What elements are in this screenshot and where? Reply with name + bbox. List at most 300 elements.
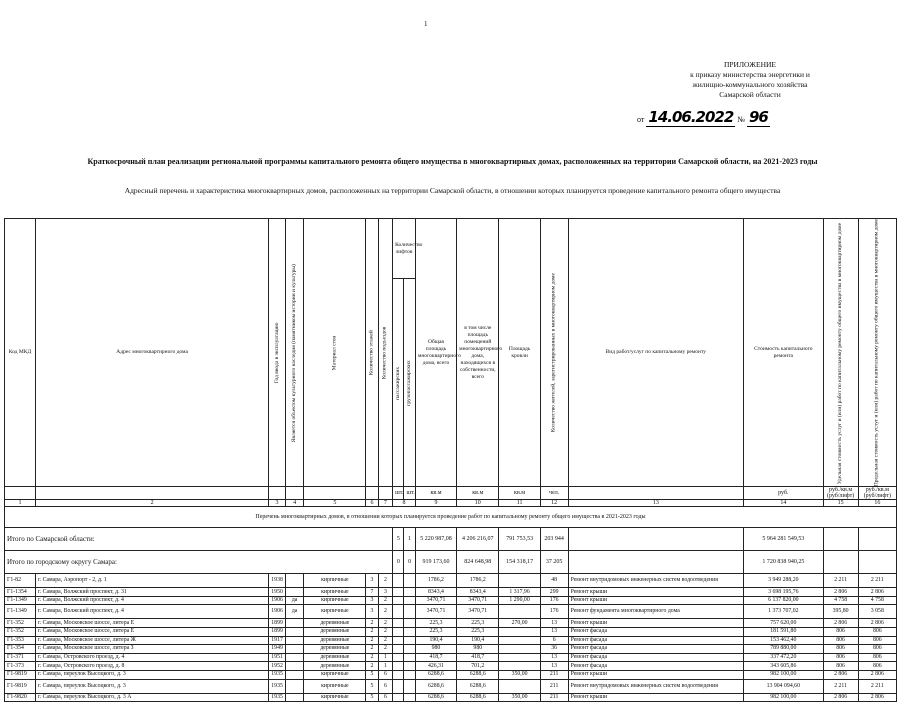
table-row xyxy=(5,653,897,662)
header-heritage: Является объектом культурного наследия (памятником истории и культуры) xyxy=(285,219,304,487)
row-unit-cost: 2 806 xyxy=(823,588,858,597)
row-entrances: 3 xyxy=(378,588,392,597)
row-owned-area: 225,3 xyxy=(457,627,499,636)
row-address: г. Самара, Московское шоссе, литера Е xyxy=(35,627,268,636)
row-material: кирпичные xyxy=(304,679,366,693)
row-residents: 211 xyxy=(540,670,568,679)
row-work-type: Ремонт крыши xyxy=(568,670,744,679)
header-roof-area: Площадь кровли xyxy=(499,219,540,487)
unit-cell: шт. xyxy=(393,487,404,500)
row-roof-area xyxy=(499,662,540,671)
row-cost: 757 620,00 xyxy=(744,619,823,628)
row-floors: 2 xyxy=(366,619,378,628)
row-work-type: Ремонт фасада xyxy=(568,645,744,654)
row-code: Г1-1349 xyxy=(5,605,36,619)
header-address: Адрес многоквартирного дома xyxy=(35,219,268,487)
row-unit-cost: 806 xyxy=(823,627,858,636)
row-lifts-cargo xyxy=(404,653,415,662)
row-max-cost: 806 xyxy=(858,653,896,662)
total-label: Итого по Самарской области: xyxy=(5,528,393,551)
row-cost: 6 137 820,00 xyxy=(744,596,823,605)
row-unit-cost: 2 211 xyxy=(823,679,858,693)
row-code: Г1-82 xyxy=(5,574,36,588)
col-number: 4 xyxy=(285,500,304,507)
row-lifts-cargo xyxy=(404,588,415,597)
appendix-line: жилищно-коммунального хозяйства xyxy=(692,80,808,89)
row-code: Г1-352 xyxy=(5,627,36,636)
row-cost: 982 100,00 xyxy=(744,693,823,702)
row-residents: 13 xyxy=(540,653,568,662)
row-max-cost: 2 211 xyxy=(858,574,896,588)
row-material: деревянные xyxy=(304,619,366,628)
row-unit-cost: 806 xyxy=(823,662,858,671)
row-max-cost: 806 xyxy=(858,636,896,645)
total-lifts-passenger: 5 xyxy=(393,528,404,551)
row-lifts-passenger xyxy=(393,693,404,702)
total-lifts-cargo: 0 xyxy=(404,551,415,574)
row-lifts-cargo xyxy=(404,627,415,636)
appendix-block xyxy=(640,60,860,100)
row-code: Г1-371 xyxy=(5,653,36,662)
document-title: Краткосрочный план реализации региональной программы капитального ремонта общего имущества в многоквартирных домах, расположенных на территории Самарской области, на 2021-2023 годы xyxy=(87,157,818,166)
total-owned-area: 4 206 216,07 xyxy=(457,528,499,551)
row-heritage xyxy=(285,574,304,588)
row-max-cost: 3 058 xyxy=(858,605,896,619)
row-floors: 2 xyxy=(366,627,378,636)
row-cost: 982 100,00 xyxy=(744,670,823,679)
row-roof-area xyxy=(499,645,540,654)
row-cost: 789 880,00 xyxy=(744,645,823,654)
row-roof-area: 350,00 xyxy=(499,693,540,702)
row-lifts-passenger xyxy=(393,627,404,636)
row-unit-cost: 2 211 xyxy=(823,574,858,588)
row-heritage xyxy=(285,645,304,654)
order-number: 96 xyxy=(748,108,768,126)
row-max-cost: 4 758 xyxy=(858,596,896,605)
row-work-type: Ремонт фасада xyxy=(568,662,744,671)
total-empty xyxy=(823,551,858,574)
row-total-area: 6288,6 xyxy=(415,679,456,693)
row-heritage xyxy=(285,636,304,645)
row-floors: 2 xyxy=(366,645,378,654)
row-roof-area xyxy=(499,636,540,645)
row-heritage xyxy=(285,653,304,662)
row-entrances: 6 xyxy=(378,679,392,693)
row-floors: 2 xyxy=(366,636,378,645)
table-row xyxy=(5,627,897,636)
row-total-area: 6288,6 xyxy=(415,693,456,702)
row-total-area: 225,3 xyxy=(415,619,456,628)
row-year: 1938 xyxy=(269,574,286,588)
order-reference xyxy=(637,108,867,126)
header-entrances: Количество подъездов xyxy=(378,219,392,487)
row-lifts-cargo xyxy=(404,574,415,588)
row-year: 1935 xyxy=(269,679,286,693)
row-lifts-cargo xyxy=(404,645,415,654)
total-owned-area: 824 648,98 xyxy=(457,551,499,574)
col-number: 13 xyxy=(568,500,744,507)
row-entrances: 2 xyxy=(378,619,392,628)
row-material: деревянные xyxy=(304,653,366,662)
table-row xyxy=(5,588,897,597)
col-number: 11 xyxy=(499,500,540,507)
total-residents: 37 205 xyxy=(540,551,568,574)
row-code: Г1-1354 xyxy=(5,588,36,597)
row-roof-area xyxy=(499,574,540,588)
row-entrances: 6 xyxy=(378,693,392,702)
row-owned-area: 6288,6 xyxy=(457,670,499,679)
header-code: Код МКД xyxy=(5,219,36,487)
col-number: 16 xyxy=(858,500,896,507)
row-work-type: Ремонт крыши xyxy=(568,693,744,702)
header-residents: Количество жителей, зарегистрированных в многоквартирном доме xyxy=(540,219,568,487)
row-owned-area: 701,2 xyxy=(457,662,499,671)
row-entrances: 2 xyxy=(378,627,392,636)
total-area: 919 173,60 xyxy=(415,551,456,574)
section-title: Перечень многоквартирных домов, в отношении которых планируется проведение работ по капитальному ремонту общего имущества в 2021-2023 годы xyxy=(5,507,897,528)
header-max-cost: Предельная стоимость услуг и (или) работ по капитальному ремонту общего имущества в многоквартирном доме xyxy=(858,219,896,487)
total-roof-area: 791 753,53 xyxy=(499,528,540,551)
table-row xyxy=(5,670,897,679)
appendix-line: к приказу министерства энергетики и xyxy=(690,70,810,79)
row-address: г. Самара, Волжский проспект, д. 31 xyxy=(35,588,268,597)
row-heritage xyxy=(285,670,304,679)
row-year: 1951 xyxy=(269,653,286,662)
row-unit-cost: 2 806 xyxy=(823,670,858,679)
row-material: кирпичные xyxy=(304,574,366,588)
row-year: 1952 xyxy=(269,662,286,671)
row-floors: 5 xyxy=(366,670,378,679)
header-lifts-cargo: грузопассажирских xyxy=(404,279,415,487)
row-cost: 3 698 195,76 xyxy=(744,588,823,597)
section-row xyxy=(5,507,897,528)
row-roof-area xyxy=(499,653,540,662)
row-cost: 337 472,20 xyxy=(744,653,823,662)
row-code: Г1-9820 xyxy=(5,693,36,702)
row-lifts-passenger xyxy=(393,662,404,671)
row-entrances: 2 xyxy=(378,645,392,654)
total-area: 5 220 987,08 xyxy=(415,528,456,551)
row-lifts-passenger xyxy=(393,645,404,654)
table-row xyxy=(5,662,897,671)
header-cost: Стоимость капитального ремонта xyxy=(744,219,823,487)
row-cost: 343 605,86 xyxy=(744,662,823,671)
row-cost: 1 373 707,02 xyxy=(744,605,823,619)
row-lifts-passenger xyxy=(393,574,404,588)
table-row xyxy=(5,596,897,605)
row-entrances: 6 xyxy=(378,670,392,679)
row-entrances: 2 xyxy=(378,574,392,588)
total-row xyxy=(5,551,897,574)
row-lifts-cargo xyxy=(404,605,415,619)
row-residents: 13 xyxy=(540,662,568,671)
row-code: Г1-354 xyxy=(5,645,36,654)
row-owned-area: 190,4 xyxy=(457,636,499,645)
table-row xyxy=(5,645,897,654)
row-max-cost: 2 806 xyxy=(858,670,896,679)
row-owned-area: 6288,6 xyxy=(457,679,499,693)
row-heritage xyxy=(285,619,304,628)
row-code: Г1-352 xyxy=(5,619,36,628)
row-max-cost: 2 806 xyxy=(858,588,896,597)
table-row xyxy=(5,619,897,628)
unit-cell: чел. xyxy=(540,487,568,500)
row-unit-cost: 2 806 xyxy=(823,619,858,628)
row-total-area: 3470,71 xyxy=(415,605,456,619)
total-residents: 203 944 xyxy=(540,528,568,551)
total-lifts-passenger: 0 xyxy=(393,551,404,574)
row-year: 1950 xyxy=(269,588,286,597)
unit-cell: кв.м xyxy=(457,487,499,500)
row-unit-cost: 806 xyxy=(823,636,858,645)
row-year: 1899 xyxy=(269,619,286,628)
row-lifts-cargo xyxy=(404,693,415,702)
total-roof-area: 154 318,17 xyxy=(499,551,540,574)
column-numbers-row xyxy=(5,500,897,507)
row-entrances: 2 xyxy=(378,636,392,645)
row-owned-area: 980 xyxy=(457,645,499,654)
units-row xyxy=(5,487,897,500)
row-max-cost: 2 806 xyxy=(858,693,896,702)
row-year: 1935 xyxy=(269,693,286,702)
row-roof-area: 350,00 xyxy=(499,670,540,679)
row-address: г. Самара, переулок Высоцкого, д. 3 xyxy=(35,670,268,679)
row-residents: 48 xyxy=(540,574,568,588)
row-residents: 13 xyxy=(540,619,568,628)
col-number: 14 xyxy=(744,500,823,507)
row-residents: 176 xyxy=(540,596,568,605)
row-material: кирпичные xyxy=(304,588,366,597)
row-floors: 3 xyxy=(366,605,378,619)
row-heritage xyxy=(285,693,304,702)
row-work-type: Ремонт фасада xyxy=(568,627,744,636)
unit-cell: кв.м xyxy=(499,487,540,500)
table-row xyxy=(5,636,897,645)
row-floors: 2 xyxy=(366,653,378,662)
row-lifts-passenger xyxy=(393,653,404,662)
row-lifts-passenger xyxy=(393,679,404,693)
row-roof-area xyxy=(499,679,540,693)
row-floors: 7 xyxy=(366,588,378,597)
row-address: г. Самара, Аэропорт - 2, д. 1 xyxy=(35,574,268,588)
row-residents: 6 xyxy=(540,636,568,645)
header-material: Материал стен xyxy=(304,219,366,487)
row-material: кирпичные xyxy=(304,605,366,619)
row-address: г. Самара, переулок Высоцкого, д. 3 xyxy=(35,679,268,693)
row-address: г. Самара, Волжский проспект, д. 4 xyxy=(35,605,268,619)
row-material: кирпичные xyxy=(304,670,366,679)
row-roof-area xyxy=(499,627,540,636)
order-number-label: № xyxy=(737,115,745,124)
row-year: 1917 xyxy=(269,636,286,645)
row-unit-cost: 806 xyxy=(823,653,858,662)
col-number: 3 xyxy=(269,500,286,507)
row-roof-area xyxy=(499,605,540,619)
col-number: 6 xyxy=(366,500,378,507)
row-lifts-cargo xyxy=(404,679,415,693)
row-owned-area: 3470,71 xyxy=(457,605,499,619)
row-roof-area: 1 290,00 xyxy=(499,596,540,605)
row-lifts-passenger xyxy=(393,670,404,679)
row-roof-area: 270,00 xyxy=(499,619,540,628)
row-year: 1899 xyxy=(269,627,286,636)
row-year: 1935 xyxy=(269,670,286,679)
row-heritage xyxy=(285,588,304,597)
unit-cell: руб./кв.м (руб/лифт) xyxy=(858,487,896,500)
row-code: Г1-9819 xyxy=(5,670,36,679)
row-work-type: Ремонт внутридомовых инженерных систем водоотведения xyxy=(568,679,744,693)
row-max-cost: 806 xyxy=(858,645,896,654)
row-total-area: 225,3 xyxy=(415,627,456,636)
total-row xyxy=(5,528,897,551)
row-total-area: 190,4 xyxy=(415,636,456,645)
row-residents: 36 xyxy=(540,645,568,654)
table-row xyxy=(5,693,897,702)
row-owned-area: 418,7 xyxy=(457,653,499,662)
row-address: г. Самара, Московское шоссе, литера Ж xyxy=(35,636,268,645)
row-year: 1906 xyxy=(269,596,286,605)
row-entrances: 2 xyxy=(378,596,392,605)
row-entrances: 1 xyxy=(378,662,392,671)
row-residents: 211 xyxy=(540,693,568,702)
row-address: г. Самара, Московское шоссе, литера З xyxy=(35,645,268,654)
col-number: 1 xyxy=(5,500,36,507)
row-address: г. Самара, переулок Высоцкого, д. 3 А xyxy=(35,693,268,702)
row-work-type: Ремонт фасада xyxy=(568,636,744,645)
row-lifts-passenger xyxy=(393,636,404,645)
row-material: кирпичные xyxy=(304,596,366,605)
row-material: деревянные xyxy=(304,645,366,654)
row-material: деревянные xyxy=(304,627,366,636)
row-total-area: 3470,71 xyxy=(415,596,456,605)
total-lifts-cargo: 1 xyxy=(404,528,415,551)
row-material: кирпичные xyxy=(304,693,366,702)
row-year: 1949 xyxy=(269,645,286,654)
row-owned-area: 8343,4 xyxy=(457,588,499,597)
header-work-type: Вид работ/услуг по капитальному ремонту xyxy=(568,219,744,487)
row-lifts-passenger xyxy=(393,605,404,619)
row-heritage: да xyxy=(285,605,304,619)
row-heritage xyxy=(285,679,304,693)
row-cost: 153 462,40 xyxy=(744,636,823,645)
row-unit-cost: 395,80 xyxy=(823,605,858,619)
row-work-type: Ремонт крыши xyxy=(568,619,744,628)
unit-cell: кв.м xyxy=(415,487,456,500)
col-number: 7 xyxy=(378,500,392,507)
row-address: г. Самара, Московское шоссе, литера Е xyxy=(35,619,268,628)
col-number: 10 xyxy=(457,500,499,507)
row-residents: 13 xyxy=(540,627,568,636)
row-code: Г1-1349 xyxy=(5,596,36,605)
row-cost: 181 591,80 xyxy=(744,627,823,636)
col-number: 12 xyxy=(540,500,568,507)
row-unit-cost: 2 806 xyxy=(823,693,858,702)
header-owned-area: в том числе площадь помещений многоквартирного дома, находящихся в собственности, всего xyxy=(457,219,499,487)
header-unit-cost: Удельная стоимость услуг и (или) работ по капитальному ремонту общего имущества в многоквартирном доме xyxy=(823,219,858,487)
unit-cell: шт. xyxy=(404,487,415,500)
col-number: 8 xyxy=(393,500,416,507)
row-lifts-cargo xyxy=(404,662,415,671)
row-floors: 3 xyxy=(366,574,378,588)
row-work-type: Ремонт фундамента многоквартирного дома xyxy=(568,605,744,619)
row-entrances: 2 xyxy=(378,605,392,619)
row-lifts-passenger xyxy=(393,619,404,628)
row-total-area: 980 xyxy=(415,645,456,654)
col-number: 5 xyxy=(304,500,366,507)
total-empty xyxy=(568,528,744,551)
total-empty xyxy=(823,528,858,551)
row-floors: 2 xyxy=(366,662,378,671)
row-residents: 211 xyxy=(540,679,568,693)
row-max-cost: 806 xyxy=(858,627,896,636)
row-work-type: Ремонт внутридомовых инженерных систем водоотведения xyxy=(568,574,744,588)
total-cost: 5 964 281 549,53 xyxy=(744,528,823,551)
row-floors: 3 xyxy=(366,596,378,605)
total-cost: 1 720 838 940,25 xyxy=(744,551,823,574)
total-empty xyxy=(858,528,896,551)
row-entrances: 1 xyxy=(378,653,392,662)
appendix-line: ПРИЛОЖЕНИЕ xyxy=(723,60,777,69)
header-lifts: Количество лифтов xyxy=(393,219,416,279)
row-residents: 299 xyxy=(540,588,568,597)
col-number: 15 xyxy=(823,500,858,507)
order-date: 14.06.2022 xyxy=(648,108,734,126)
row-work-type: Ремонт крыши xyxy=(568,596,744,605)
table-row xyxy=(5,574,897,588)
row-total-area: 1786,2 xyxy=(415,574,456,588)
row-heritage: да xyxy=(285,596,304,605)
unit-cell: руб. xyxy=(744,487,823,500)
total-empty xyxy=(568,551,744,574)
row-lifts-passenger xyxy=(393,596,404,605)
header-floors: Количество этажей xyxy=(366,219,378,487)
row-total-area: 418,7 xyxy=(415,653,456,662)
row-roof-area: 1 317,96 xyxy=(499,588,540,597)
row-address: г. Самара, Волжский проспект, д. 4 xyxy=(35,596,268,605)
row-total-area: 8343,4 xyxy=(415,588,456,597)
col-number: 2 xyxy=(35,500,268,507)
row-cost: 13 904 094,60 xyxy=(744,679,823,693)
row-total-area: 6288,6 xyxy=(415,670,456,679)
row-floors: 5 xyxy=(366,679,378,693)
row-floors: 5 xyxy=(366,693,378,702)
header-year: Год ввода в эксплуатацию xyxy=(269,219,286,487)
row-address: г. Самара, Островского проезд, д. 8 xyxy=(35,662,268,671)
row-work-type: Ремонт фасада xyxy=(568,653,744,662)
row-max-cost: 2 211 xyxy=(858,679,896,693)
row-max-cost: 806 xyxy=(858,662,896,671)
row-lifts-cargo xyxy=(404,670,415,679)
page-number: 1 xyxy=(424,20,428,28)
row-code: Г1-353 xyxy=(5,636,36,645)
row-lifts-cargo xyxy=(404,619,415,628)
row-unit-cost: 4 758 xyxy=(823,596,858,605)
row-owned-area: 6288,6 xyxy=(457,693,499,702)
header-lifts-passenger: пассажирских xyxy=(393,279,404,487)
table-row xyxy=(5,605,897,619)
total-label: Итого по городскому округу Самара: xyxy=(5,551,393,574)
unit-cell: руб./кв.м (руб/лифт) xyxy=(823,487,858,500)
total-empty xyxy=(858,551,896,574)
row-unit-cost: 806 xyxy=(823,645,858,654)
row-owned-area: 225,3 xyxy=(457,619,499,628)
capital-repair-table xyxy=(4,218,897,702)
row-code: Г1-9819 xyxy=(5,679,36,693)
row-address: г. Самара, Островского проезд, д. 4 xyxy=(35,653,268,662)
row-cost: 3 949 288,20 xyxy=(744,574,823,588)
document-subtitle: Адресный перечень и характеристика многоквартирных домов, расположенных на территории Самарской области, в отношении которых планируется проведение капитального ремонта общего имущества xyxy=(124,186,781,195)
row-owned-area: 1786,2 xyxy=(457,574,499,588)
